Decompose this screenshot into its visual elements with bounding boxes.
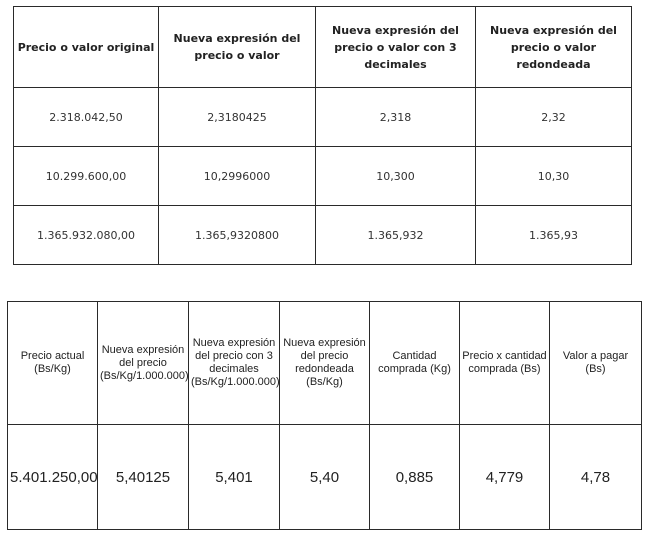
- table-cell: 1.365,9320800: [159, 206, 316, 265]
- header-new-expression: Nueva expresión del precio (Bs/Kg/1.000.000): [98, 302, 189, 425]
- table-row: [8, 425, 642, 530]
- header-amount-due: Valor a pagar (Bs): [550, 302, 642, 425]
- table-cell: 2.318.042,50: [14, 88, 159, 147]
- table-cell: 5,40125: [98, 425, 189, 530]
- table-row: [14, 147, 632, 206]
- table-cell: 5.401.250,00: [8, 425, 98, 530]
- table-cell: 4,78: [550, 425, 642, 530]
- price-conversion-table: [13, 6, 632, 265]
- header-original-price: Precio o valor original: [14, 7, 159, 88]
- table-cell: 10,2996000: [159, 147, 316, 206]
- table-cell: 2,3180425: [159, 88, 316, 147]
- header-price-times-quantity: Precio x cantidad comprada (Bs): [460, 302, 550, 425]
- table-cell: 1.365.932.080,00: [14, 206, 159, 265]
- payment-calculation-table: [7, 301, 642, 530]
- header-three-decimals: Nueva expresión del precio o valor con 3 decimales: [316, 7, 476, 88]
- header-rounded: Nueva expresión del precio o valor redondeada: [476, 7, 632, 88]
- header-current-price: Precio actual (Bs/Kg): [8, 302, 98, 425]
- table-cell: 0,885: [370, 425, 460, 530]
- table-cell: 4,779: [460, 425, 550, 530]
- table-cell: 2,32: [476, 88, 632, 147]
- table-header-row: [8, 302, 642, 425]
- header-quantity: Cantidad comprada (Kg): [370, 302, 460, 425]
- table-cell: 1.365,932: [316, 206, 476, 265]
- table-cell: 5,401: [189, 425, 280, 530]
- table-cell: 10,30: [476, 147, 632, 206]
- table-cell: 10,300: [316, 147, 476, 206]
- table-cell: 1.365,93: [476, 206, 632, 265]
- table-row: [14, 206, 632, 265]
- table-row: [14, 88, 632, 147]
- header-three-decimals: Nueva expresión del precio con 3 decimales (Bs/Kg/1.000.000): [189, 302, 280, 425]
- table-header-row: [14, 7, 632, 88]
- table-cell: 5,40: [280, 425, 370, 530]
- header-rounded: Nueva expresión del precio redondeada (Bs/Kg): [280, 302, 370, 425]
- header-new-expression: Nueva expresión del precio o valor: [159, 7, 316, 88]
- table-cell: 10.299.600,00: [14, 147, 159, 206]
- table-cell: 2,318: [316, 88, 476, 147]
